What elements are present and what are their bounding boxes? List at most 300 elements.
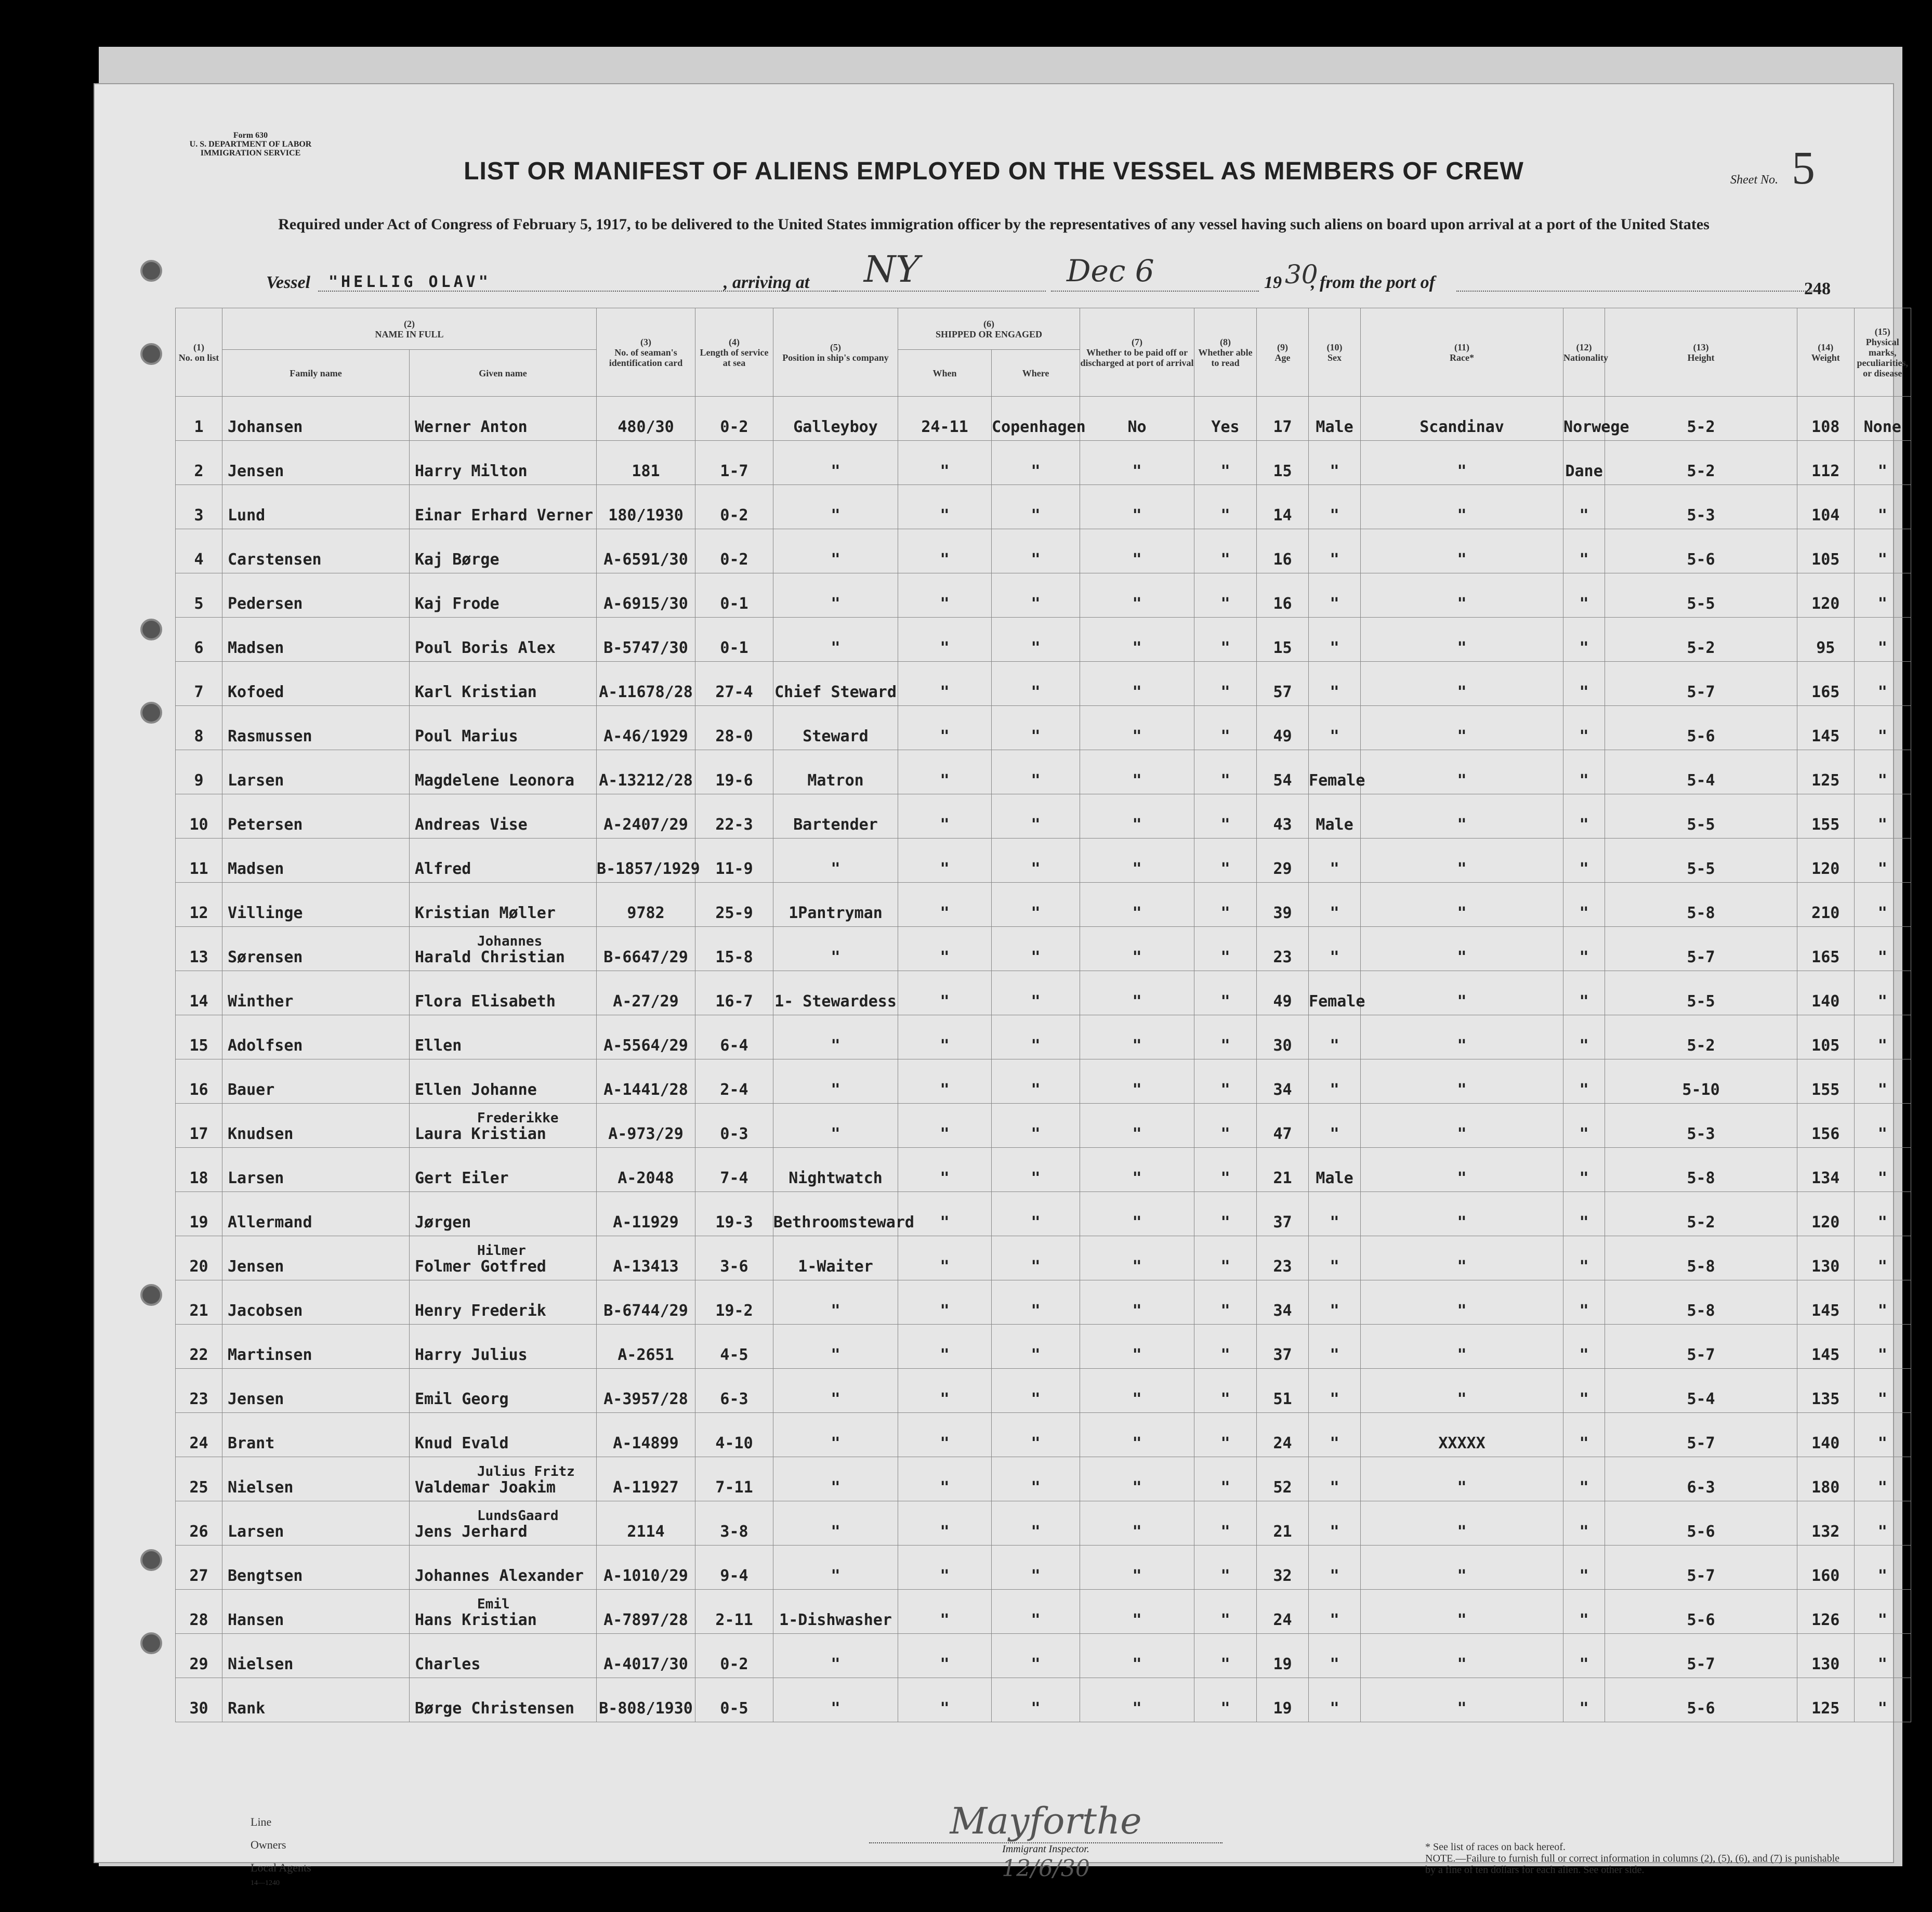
family-value: Rasmussen bbox=[228, 727, 312, 745]
cell-marks bbox=[1854, 573, 1911, 618]
table-row bbox=[176, 1501, 1911, 1546]
age-value: 34 bbox=[1273, 1302, 1292, 1320]
cell-sex bbox=[1309, 839, 1361, 883]
cell-nationality bbox=[1563, 573, 1605, 618]
cell-position bbox=[773, 1280, 898, 1325]
cell-where bbox=[992, 750, 1080, 794]
weight-value: 125 bbox=[1811, 771, 1840, 790]
cell-nationality bbox=[1563, 1369, 1605, 1413]
cell-no bbox=[176, 573, 222, 618]
sex-value: " bbox=[1330, 1081, 1339, 1099]
when-value: " bbox=[940, 1699, 950, 1718]
card-value: A-2651 bbox=[617, 1346, 674, 1364]
cell-age bbox=[1257, 662, 1309, 706]
col-11-header: (11) Race* bbox=[1361, 308, 1563, 397]
cell-read bbox=[1194, 1678, 1257, 1722]
weight-value: 130 bbox=[1811, 1655, 1840, 1673]
cell-when bbox=[898, 883, 992, 927]
race-value: " bbox=[1457, 1125, 1467, 1143]
cell-height bbox=[1605, 794, 1797, 839]
cell-paid bbox=[1080, 662, 1194, 706]
cell-when bbox=[898, 618, 992, 662]
cell-given bbox=[410, 883, 597, 927]
where-value: Copenhagen bbox=[992, 418, 1086, 436]
cell-family bbox=[222, 794, 410, 839]
cell-weight bbox=[1797, 1104, 1854, 1148]
cell-paid bbox=[1080, 1104, 1194, 1148]
footer-fields bbox=[251, 1815, 311, 1887]
cell-sex bbox=[1309, 662, 1361, 706]
cell-height bbox=[1605, 1546, 1797, 1590]
cell-marks bbox=[1854, 1059, 1911, 1104]
marks-value: " bbox=[1877, 1346, 1887, 1364]
cell-paid bbox=[1080, 1059, 1194, 1104]
position-value: Nightwatch bbox=[788, 1169, 883, 1187]
cell-where bbox=[992, 1413, 1080, 1457]
cell-family bbox=[222, 1413, 410, 1457]
weight-value: 140 bbox=[1811, 1434, 1840, 1452]
form-identifier: Form 630 U. S. DEPARTMENT OF LABOR IMMIGRATION SERVICE bbox=[189, 131, 312, 158]
read-value: " bbox=[1220, 1213, 1230, 1232]
paid-value: " bbox=[1132, 506, 1142, 525]
cell-position bbox=[773, 1634, 898, 1678]
paid-value: " bbox=[1132, 816, 1142, 834]
table-row bbox=[176, 573, 1911, 618]
age-value: 15 bbox=[1273, 639, 1292, 657]
where-value: " bbox=[1031, 1478, 1041, 1497]
cell-service bbox=[695, 1678, 773, 1722]
weight-value: 155 bbox=[1811, 816, 1840, 834]
no-value: 7 bbox=[194, 683, 204, 701]
cell-family bbox=[222, 662, 410, 706]
cell-nationality bbox=[1563, 441, 1605, 485]
race-value: " bbox=[1457, 948, 1467, 966]
cell-card bbox=[597, 883, 695, 927]
cell-family bbox=[222, 1678, 410, 1722]
when-value: " bbox=[940, 1258, 950, 1276]
family-value: Jensen bbox=[228, 1258, 284, 1276]
card-value: B-6744/29 bbox=[603, 1302, 688, 1320]
cell-marks bbox=[1854, 618, 1911, 662]
crew-table bbox=[175, 308, 1911, 1722]
table-row bbox=[176, 1590, 1911, 1634]
given-value: Johannes Alexander bbox=[415, 1567, 584, 1585]
nationality-value: " bbox=[1579, 1523, 1589, 1541]
paid-value: " bbox=[1132, 1258, 1142, 1276]
marks-value: " bbox=[1877, 1478, 1887, 1497]
cell-race bbox=[1361, 794, 1563, 839]
cell-where bbox=[992, 1590, 1080, 1634]
when-value: " bbox=[940, 1655, 950, 1673]
age-value: 17 bbox=[1273, 418, 1292, 436]
where-value: " bbox=[1031, 1390, 1041, 1408]
weight-value: 105 bbox=[1811, 1037, 1840, 1055]
marks-value: " bbox=[1877, 1081, 1887, 1099]
cell-no bbox=[176, 1148, 222, 1192]
nationality-value: " bbox=[1579, 771, 1589, 790]
cell-no bbox=[176, 618, 222, 662]
weight-value: 132 bbox=[1811, 1523, 1840, 1541]
when-value: " bbox=[940, 462, 950, 480]
cell-read bbox=[1194, 1413, 1257, 1457]
read-value: " bbox=[1220, 1434, 1230, 1452]
cell-nationality bbox=[1563, 1325, 1605, 1369]
card-value: A-5564/29 bbox=[603, 1037, 688, 1055]
given-name-header: Given name bbox=[410, 350, 597, 397]
given-value: Jørgen bbox=[415, 1213, 471, 1232]
paid-value: No bbox=[1127, 418, 1147, 436]
cell-marks bbox=[1854, 1236, 1911, 1280]
cell-given bbox=[410, 662, 597, 706]
cell-race bbox=[1361, 441, 1563, 485]
cell-marks bbox=[1854, 485, 1911, 529]
service-value: 0-1 bbox=[720, 639, 748, 657]
when-value: " bbox=[940, 816, 950, 834]
age-value: 49 bbox=[1273, 992, 1292, 1011]
cell-paid bbox=[1080, 1634, 1194, 1678]
cell-position bbox=[773, 971, 898, 1015]
weight-value: 156 bbox=[1811, 1125, 1840, 1143]
cell-marks bbox=[1854, 750, 1911, 794]
age-value: 57 bbox=[1273, 683, 1292, 701]
cell-given bbox=[410, 529, 597, 573]
read-value: " bbox=[1220, 816, 1230, 834]
cell-family bbox=[222, 1546, 410, 1590]
cell-age bbox=[1257, 883, 1309, 927]
where-value: " bbox=[1031, 595, 1041, 613]
paid-value: " bbox=[1132, 1213, 1142, 1232]
read-value: " bbox=[1220, 1302, 1230, 1320]
no-value: 6 bbox=[194, 639, 204, 657]
family-value: Jensen bbox=[228, 1390, 284, 1408]
cell-race bbox=[1361, 1634, 1563, 1678]
cell-where bbox=[992, 1678, 1080, 1722]
paid-value: " bbox=[1132, 1125, 1142, 1143]
cell-no bbox=[176, 1192, 222, 1236]
sex-value: " bbox=[1330, 639, 1339, 657]
cell-sex bbox=[1309, 1546, 1361, 1590]
paid-value: " bbox=[1132, 727, 1142, 745]
card-value: A-973/29 bbox=[608, 1125, 684, 1143]
cell-weight bbox=[1797, 883, 1854, 927]
cell-nationality bbox=[1563, 662, 1605, 706]
service-value: 15-8 bbox=[715, 948, 753, 966]
read-value: " bbox=[1220, 1125, 1230, 1143]
cell-age bbox=[1257, 1413, 1309, 1457]
cell-race bbox=[1361, 927, 1563, 971]
marks-value: " bbox=[1877, 1567, 1887, 1585]
cell-service bbox=[695, 839, 773, 883]
sex-value: Male bbox=[1316, 816, 1353, 834]
card-value: A-6915/30 bbox=[603, 595, 688, 613]
crew-rows bbox=[176, 397, 1911, 1722]
cell-no bbox=[176, 1325, 222, 1369]
given-value: Laura Kristian bbox=[415, 1125, 546, 1143]
when-value: " bbox=[940, 727, 950, 745]
cell-nationality bbox=[1563, 529, 1605, 573]
read-value: " bbox=[1220, 683, 1230, 701]
cell-card bbox=[597, 1325, 695, 1369]
cell-nationality bbox=[1563, 1590, 1605, 1634]
no-value: 8 bbox=[194, 727, 204, 745]
paid-value: " bbox=[1132, 1037, 1142, 1055]
marks-value: " bbox=[1877, 1611, 1887, 1629]
cell-when bbox=[898, 1413, 992, 1457]
cell-age bbox=[1257, 1015, 1309, 1059]
cell-height bbox=[1605, 1634, 1797, 1678]
from-port-label: , from the port of bbox=[1311, 273, 1435, 292]
where-value: " bbox=[1031, 860, 1041, 878]
cell-nationality bbox=[1563, 485, 1605, 529]
age-value: 43 bbox=[1273, 816, 1292, 834]
cell-where bbox=[992, 1148, 1080, 1192]
cell-read bbox=[1194, 1457, 1257, 1501]
card-value: A-4017/30 bbox=[603, 1655, 688, 1673]
race-value: " bbox=[1457, 1081, 1467, 1099]
cell-marks bbox=[1854, 1678, 1911, 1722]
no-value: 5 bbox=[194, 595, 204, 613]
family-value: Bengtsen bbox=[228, 1567, 303, 1585]
paid-value: " bbox=[1132, 551, 1142, 569]
read-value: " bbox=[1220, 771, 1230, 790]
cell-no bbox=[176, 1413, 222, 1457]
cell-paid bbox=[1080, 1413, 1194, 1457]
service-value: 2-11 bbox=[715, 1611, 753, 1629]
nationality-value: " bbox=[1579, 683, 1589, 701]
cell-card bbox=[597, 1678, 695, 1722]
where-header: Where bbox=[992, 350, 1080, 397]
race-value: " bbox=[1457, 1567, 1467, 1585]
cell-read bbox=[1194, 1059, 1257, 1104]
cell-when bbox=[898, 794, 992, 839]
cell-read bbox=[1194, 1015, 1257, 1059]
when-value: " bbox=[940, 1037, 950, 1055]
cell-race bbox=[1361, 1369, 1563, 1413]
marks-value: " bbox=[1877, 462, 1887, 480]
cell-family bbox=[222, 750, 410, 794]
cell-height bbox=[1605, 1369, 1797, 1413]
height-value: 5-4 bbox=[1687, 1390, 1715, 1408]
cell-race bbox=[1361, 1148, 1563, 1192]
service-value: 0-2 bbox=[720, 418, 748, 436]
cell-race bbox=[1361, 1546, 1563, 1590]
inspector-signature bbox=[869, 1800, 1223, 1882]
table-row bbox=[176, 839, 1911, 883]
race-note: * See list of races on back hereof. bbox=[1425, 1841, 1566, 1853]
where-value: " bbox=[1031, 1037, 1041, 1055]
height-value: 5-3 bbox=[1687, 1125, 1715, 1143]
cell-race bbox=[1361, 1457, 1563, 1501]
cell-marks bbox=[1854, 441, 1911, 485]
where-value: " bbox=[1031, 1523, 1041, 1541]
race-value: " bbox=[1457, 1699, 1467, 1718]
cell-read bbox=[1194, 1148, 1257, 1192]
cell-marks bbox=[1854, 927, 1911, 971]
cell-when bbox=[898, 1148, 992, 1192]
height-value: 5-8 bbox=[1687, 1302, 1715, 1320]
when-value: " bbox=[940, 1213, 950, 1232]
paid-value: " bbox=[1132, 639, 1142, 657]
cell-when bbox=[898, 1634, 992, 1678]
cell-race bbox=[1361, 750, 1563, 794]
table-row bbox=[176, 1457, 1911, 1501]
page-title: LIST OR MANIFEST OF ALIENS EMPLOYED ON THE VESSEL AS MEMBERS OF CREW bbox=[464, 158, 1524, 185]
height-value: 5-6 bbox=[1687, 1523, 1715, 1541]
table-row bbox=[176, 1104, 1911, 1148]
marks-value: " bbox=[1877, 1699, 1887, 1718]
cell-weight bbox=[1797, 706, 1854, 750]
family-value: Petersen bbox=[228, 816, 303, 834]
cell-marks bbox=[1854, 1280, 1911, 1325]
given-value: Knud Evald bbox=[415, 1434, 509, 1452]
service-value: 0-2 bbox=[720, 551, 748, 569]
service-value: 7-4 bbox=[720, 1169, 748, 1187]
cell-position bbox=[773, 1104, 898, 1148]
cell-height bbox=[1605, 662, 1797, 706]
sex-value: " bbox=[1330, 1390, 1339, 1408]
cell-age bbox=[1257, 1678, 1309, 1722]
cell-family bbox=[222, 1634, 410, 1678]
cell-read bbox=[1194, 441, 1257, 485]
where-value: " bbox=[1031, 904, 1041, 922]
cell-where bbox=[992, 1104, 1080, 1148]
table-row bbox=[176, 441, 1911, 485]
cell-given bbox=[410, 1148, 597, 1192]
cell-service bbox=[695, 485, 773, 529]
cell-race bbox=[1361, 397, 1563, 441]
weight-value: 135 bbox=[1811, 1390, 1840, 1408]
service-value: 0-2 bbox=[720, 506, 748, 525]
cell-position bbox=[773, 485, 898, 529]
cell-age bbox=[1257, 1369, 1309, 1413]
where-value: " bbox=[1031, 1611, 1041, 1629]
cell-no bbox=[176, 529, 222, 573]
when-value: " bbox=[940, 595, 950, 613]
no-value: 27 bbox=[189, 1567, 208, 1585]
cell-when bbox=[898, 1546, 992, 1590]
position-value: 1- Stewardess bbox=[774, 992, 897, 1011]
cell-no bbox=[176, 794, 222, 839]
cell-family bbox=[222, 1280, 410, 1325]
cell-family bbox=[222, 1325, 410, 1369]
weight-value: 104 bbox=[1811, 506, 1840, 525]
cell-marks bbox=[1854, 662, 1911, 706]
cell-paid bbox=[1080, 1015, 1194, 1059]
sex-value: " bbox=[1330, 1213, 1339, 1232]
age-value: 51 bbox=[1273, 1390, 1292, 1408]
given-value: Harry Julius bbox=[415, 1346, 528, 1364]
cell-no bbox=[176, 883, 222, 927]
race-value: " bbox=[1457, 771, 1467, 790]
family-value: Larsen bbox=[228, 771, 284, 790]
position-value: " bbox=[831, 1302, 840, 1320]
paid-value: " bbox=[1132, 1655, 1142, 1673]
race-value: " bbox=[1457, 1346, 1467, 1364]
cell-position bbox=[773, 573, 898, 618]
age-value: 34 bbox=[1273, 1081, 1292, 1099]
marks-value: " bbox=[1877, 992, 1887, 1011]
cell-where bbox=[992, 1369, 1080, 1413]
cell-sex bbox=[1309, 1236, 1361, 1280]
cell-age bbox=[1257, 1059, 1309, 1104]
paid-value: " bbox=[1132, 1390, 1142, 1408]
when-header: When bbox=[898, 350, 992, 397]
cell-nationality bbox=[1563, 1413, 1605, 1457]
cell-service bbox=[695, 1457, 773, 1501]
cell-height bbox=[1605, 1590, 1797, 1634]
position-value: Chief Steward bbox=[774, 683, 897, 701]
cell-weight bbox=[1797, 927, 1854, 971]
cell-given bbox=[410, 1280, 597, 1325]
given-value: Alfred bbox=[415, 860, 471, 878]
height-value: 5-7 bbox=[1687, 1655, 1715, 1673]
height-value: 5-2 bbox=[1687, 1037, 1715, 1055]
cell-read bbox=[1194, 1590, 1257, 1634]
cell-card bbox=[597, 839, 700, 883]
sex-value: " bbox=[1330, 1302, 1339, 1320]
cell-service bbox=[695, 397, 773, 441]
binder-hole bbox=[140, 1284, 162, 1306]
position-value: " bbox=[831, 639, 840, 657]
cell-paid bbox=[1080, 1148, 1194, 1192]
signature-scrawl: Mayforthe bbox=[950, 1800, 1142, 1842]
cell-weight bbox=[1797, 1413, 1854, 1457]
age-value: 23 bbox=[1273, 1258, 1292, 1276]
when-value: " bbox=[940, 948, 950, 966]
given-value: Folmer Gotfred bbox=[415, 1258, 546, 1276]
position-value: " bbox=[831, 1081, 840, 1099]
cell-family bbox=[222, 1148, 410, 1192]
cell-nationality bbox=[1563, 1501, 1605, 1546]
race-value: " bbox=[1457, 992, 1467, 1011]
marks-value: " bbox=[1877, 1037, 1887, 1055]
nationality-value: " bbox=[1579, 1611, 1589, 1629]
cell-position bbox=[773, 1678, 898, 1722]
cell-paid bbox=[1080, 1678, 1194, 1722]
cell-card bbox=[597, 1280, 695, 1325]
position-value: " bbox=[831, 1523, 840, 1541]
family-value: Rank bbox=[228, 1699, 266, 1718]
sex-value: " bbox=[1330, 506, 1339, 525]
cell-position bbox=[773, 1590, 898, 1634]
cell-service bbox=[695, 927, 773, 971]
cell-given bbox=[410, 1059, 597, 1104]
sex-value: " bbox=[1330, 727, 1339, 745]
cell-where bbox=[992, 1634, 1080, 1678]
cell-sex bbox=[1309, 706, 1361, 750]
position-value: " bbox=[831, 551, 840, 569]
race-value: " bbox=[1457, 551, 1467, 569]
vessel-name: "HELLIG OLAV" bbox=[328, 273, 491, 291]
read-value: " bbox=[1220, 595, 1230, 613]
when-value: " bbox=[940, 1567, 950, 1585]
cell-marks bbox=[1854, 1501, 1911, 1546]
cell-race bbox=[1361, 1325, 1563, 1369]
cell-age bbox=[1257, 706, 1309, 750]
cell-age bbox=[1257, 1457, 1309, 1501]
cell-sex bbox=[1309, 573, 1361, 618]
cell-nationality bbox=[1563, 1634, 1605, 1678]
nationality-value: " bbox=[1579, 992, 1589, 1011]
read-value: " bbox=[1220, 1037, 1230, 1055]
read-value: " bbox=[1220, 727, 1230, 745]
cell-paid bbox=[1080, 839, 1194, 883]
height-value: 5-7 bbox=[1687, 1434, 1715, 1452]
weight-value: 145 bbox=[1811, 1302, 1840, 1320]
paid-value: " bbox=[1132, 1081, 1142, 1099]
no-value: 25 bbox=[189, 1478, 208, 1497]
table-row bbox=[176, 662, 1911, 706]
